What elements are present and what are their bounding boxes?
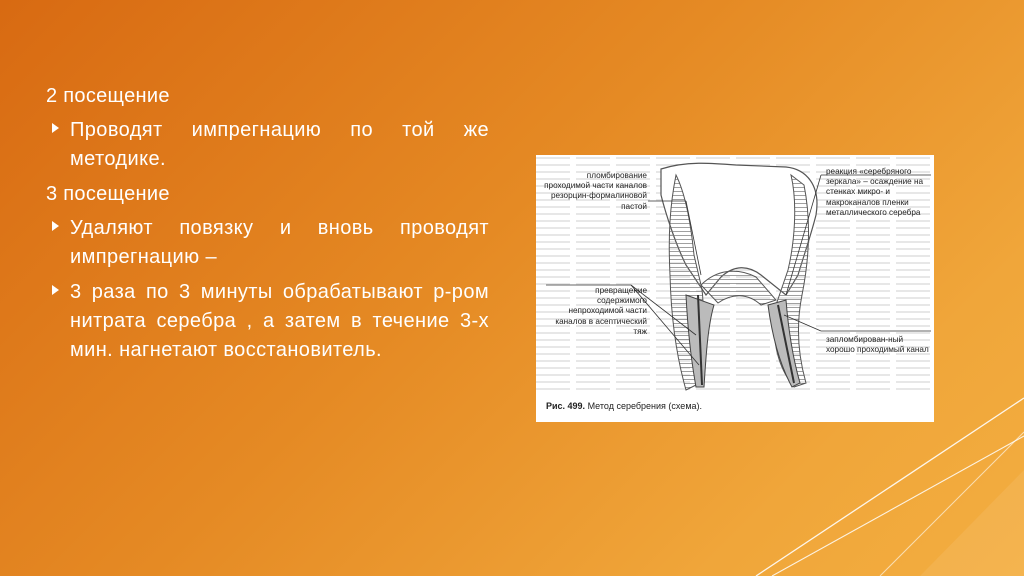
visit-3-heading: 3 посещение <box>46 183 170 205</box>
bullet-text: 3 раза по 3 минуты обрабатывают р-ром нитрата серебра , а затем в течение 3-х мин. нагнетают восстановитель. <box>70 281 489 361</box>
visit-3-bullet-2 <box>44 278 489 365</box>
caption-text: Метод серебрения (схема). <box>587 401 703 411</box>
visit-2-heading: 2 посещение <box>46 85 170 107</box>
visit-2-bullet <box>44 116 489 174</box>
label-sealed-canal: запломбирован-ный хорошо проходимый канал <box>826 335 929 355</box>
visit-3-bullet-1 <box>44 214 489 272</box>
bullet-text: Удаляют повязку и вновь проводят импрегнацию – <box>70 217 489 268</box>
bullet-text: Проводят импрегнацию по той же методике. <box>70 119 489 170</box>
label-filling: пломбирование проходимой части каналов резорцин-формалиновой пастой <box>544 171 647 211</box>
bullet-arrow-icon <box>52 221 59 231</box>
label-conversion: превращение содержимого непроходимой части каналов в асептический тяж <box>555 286 647 336</box>
figure-caption <box>546 401 702 411</box>
label-silver-mirror: реакция «серебряного зеркала» – осаждение на стенках микро- и макроканалов пленки металлического серебра <box>826 167 924 217</box>
tooth-diagram-figure <box>536 155 934 422</box>
bullet-arrow-icon <box>52 285 59 295</box>
content-text <box>44 82 489 371</box>
caption-number: Рис. 499. <box>546 401 586 411</box>
bullet-arrow-icon <box>52 123 59 133</box>
